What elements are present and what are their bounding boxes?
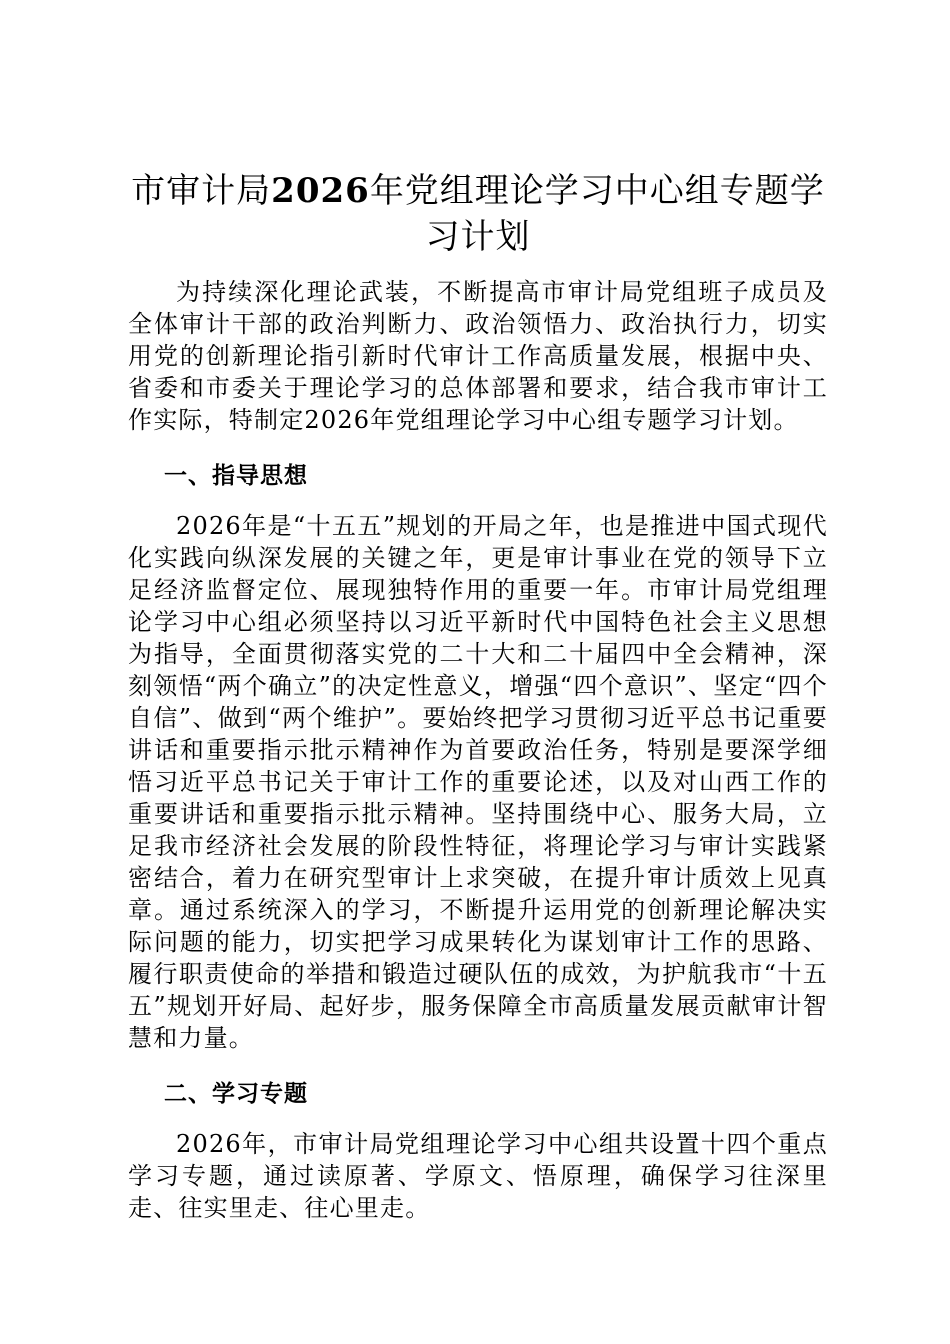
section-body-guiding-ideology: 2026年是“十五五”规划的开局之年，也是推进中国式现代化实践向纵深发展的关键之年，更是审计事业在党的领导下立足经济监督定位、展现独特作用的重要一年。市审计局党组理论学习中心组必须坚持以习近平新时代中国特色社会主义思想为指导，全面贯彻落实党的二十大和二十届四中全会精神，深刻领悟“两个确立”的决定性意义，增强“四个意识”、坚定“四个自信”、做到“两个维护”。要始终把学习贯彻习近平总书记重要讲话和重要指示批示精神作为首要政治任务，特别是要深学细悟习近平总书记关于审计工作的重要论述，以及对山西工作的重要讲话和重要指示批示精神。坚持围绕中心、服务大局，立足我市经济社会发展的阶段性特征，将理论学习与审计实践紧密结合，着力在研究型审计上求突破，在提升审计质效上见真章。通过系统深入的学习，不断提升运用党的创新理论解决实际问题的能力，切实把学习成果转化为谋划审计工作的思路、履行职责使命的举措和锻造过硬队伍的成效，为护航我市“十五五”规划开好局、起好步，服务保障全市高质量发展贡献审计智慧和力量。 (128, 512, 828, 1052)
title-part-1: 市审计局 (131, 171, 272, 211)
section-body-study-topics: 2026年，市审计局党组理论学习中心组共设置十四个重点学习专题，通过读原著、学原文、悟原理，确保学习往深里走、往实里走、往心里走。 (128, 1130, 828, 1222)
section-heading-guiding-ideology: 一、指导思想 (164, 463, 308, 489)
title-year: 2026 (271, 171, 370, 211)
section-heading-study-topics: 二、学习专题 (164, 1081, 308, 1107)
intro-paragraph: 为持续深化理论武装，不断提高市审计局党组班子成员及全体审计干部的政治判断力、政治领悟力、政治执行力，切实用党的创新理论指引新时代审计工作高质量发展，根据中央、省委和市委关于理论学习的总体部署和要求，结合我市审计工作实际，特制定2026年党组理论学习中心组专题学习计划。 (128, 278, 828, 434)
document-title (128, 168, 828, 260)
title-part-2: 年党组理论学习中心组专题学习计划 (369, 171, 825, 257)
document-page (128, 168, 828, 1224)
